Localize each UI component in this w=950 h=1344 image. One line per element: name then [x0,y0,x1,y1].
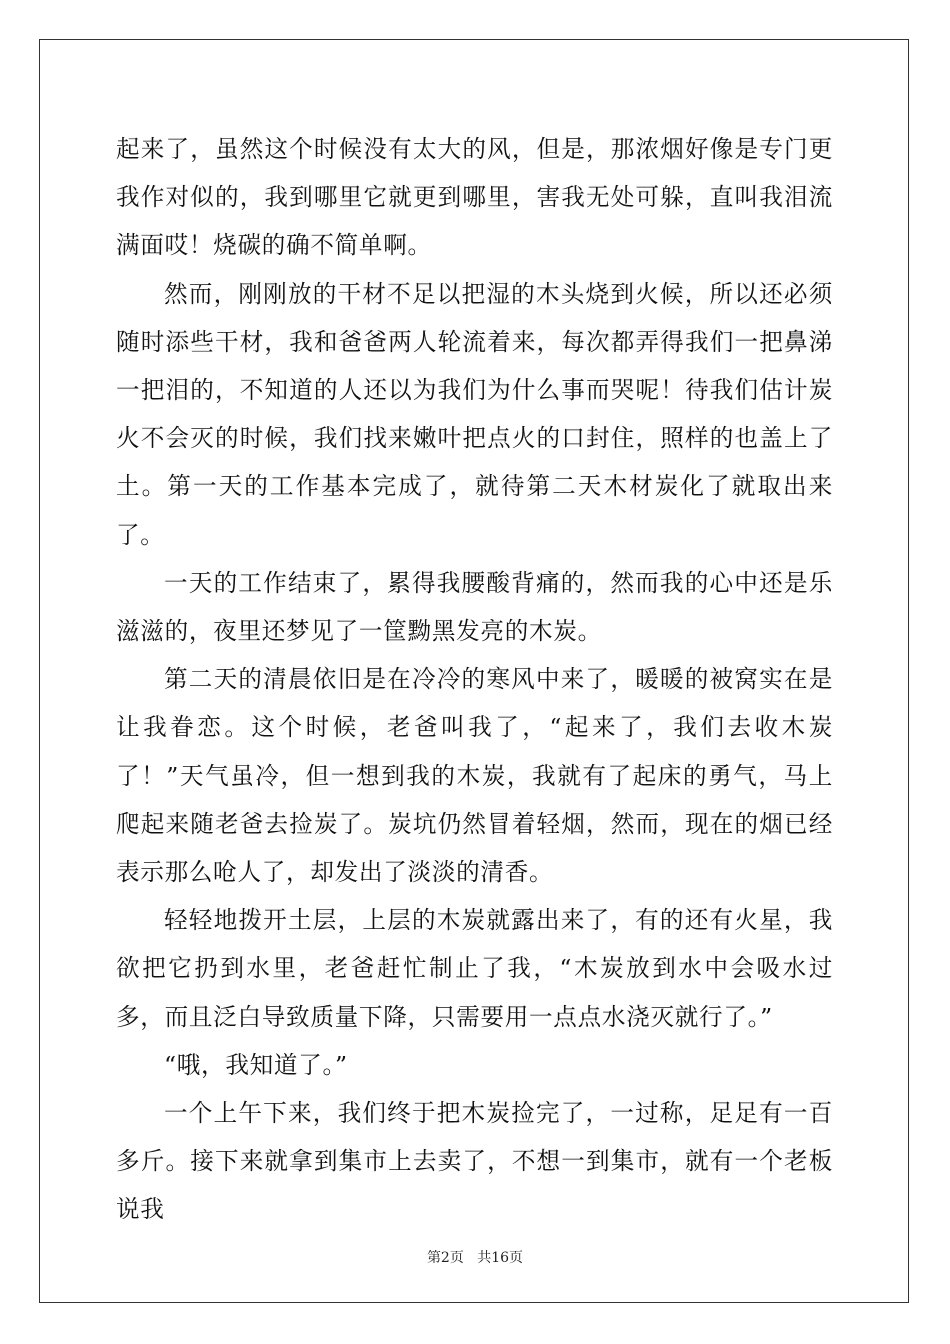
paragraph-3: 一天的工作结束了，累得我腰酸背痛的，然而我的心中还是乐滋滋的，夜里还梦见了一筐黝黑发亮的木炭。 [116,568,833,646]
paragraph-1: 起来了，虽然这个时候没有太大的风，但是，那浓烟好像是专门更我作对似的，我到哪里它就更到哪里，害我无处可躲，直叫我泪流满面哎！烧碳的确不简单啊。 [116,135,833,260]
paragraph-6: “哦，我知道了。” [164,1050,348,1079]
paragraph-5: 轻轻地拨开土层，上层的木炭就露出来了，有的还有火星，我欲把它扔到水里，老爸赶忙制止了我，“木炭放到水中会吸水过多，而且泛白导致质量下降，只需要用一点点水浇灭就行了。” [116,906,833,1031]
paragraph-2: 然而，刚刚放的干材不足以把湿的木头烧到火候，所以还必须随时添些干材，我和爸爸两人轮流着来，每次都弄得我们一把鼻涕一把泪的，不知道的人还以为我们为什么事而哭呢！待我们估计炭火不会灭的时候，我们找来嫩叶把点火的口封住，照样的也盖上了土。第一天的工作基本完成了，就待第二天木材炭化了就取出来了。 [116,279,833,549]
paragraph-7: 一个上午下来，我们终于把木炭捡完了，一过称，足足有一百多斤。接下来就拿到集市上去卖了，不想一到集市，就有一个老板说我 [116,1099,833,1224]
page-footer [0,1247,950,1267]
page-total: 共16页 [477,1250,524,1266]
document-body [116,125,833,1234]
paragraph-4: 第二天的清晨依旧是在冷冷的寒风中来了，暖暖的被窝实在是让我眷恋。这个时候，老爸叫我了，“起来了，我们去收木炭了！”天气虽冷，但一想到我的木炭，我就有了起床的勇气，马上爬起来随老爸去捡炭了。炭坑仍然冒着轻烟，然而，现在的烟已经表示那么呛人了，却发出了淡淡的清香。 [116,665,833,887]
page-number: 第2页 [426,1250,464,1266]
